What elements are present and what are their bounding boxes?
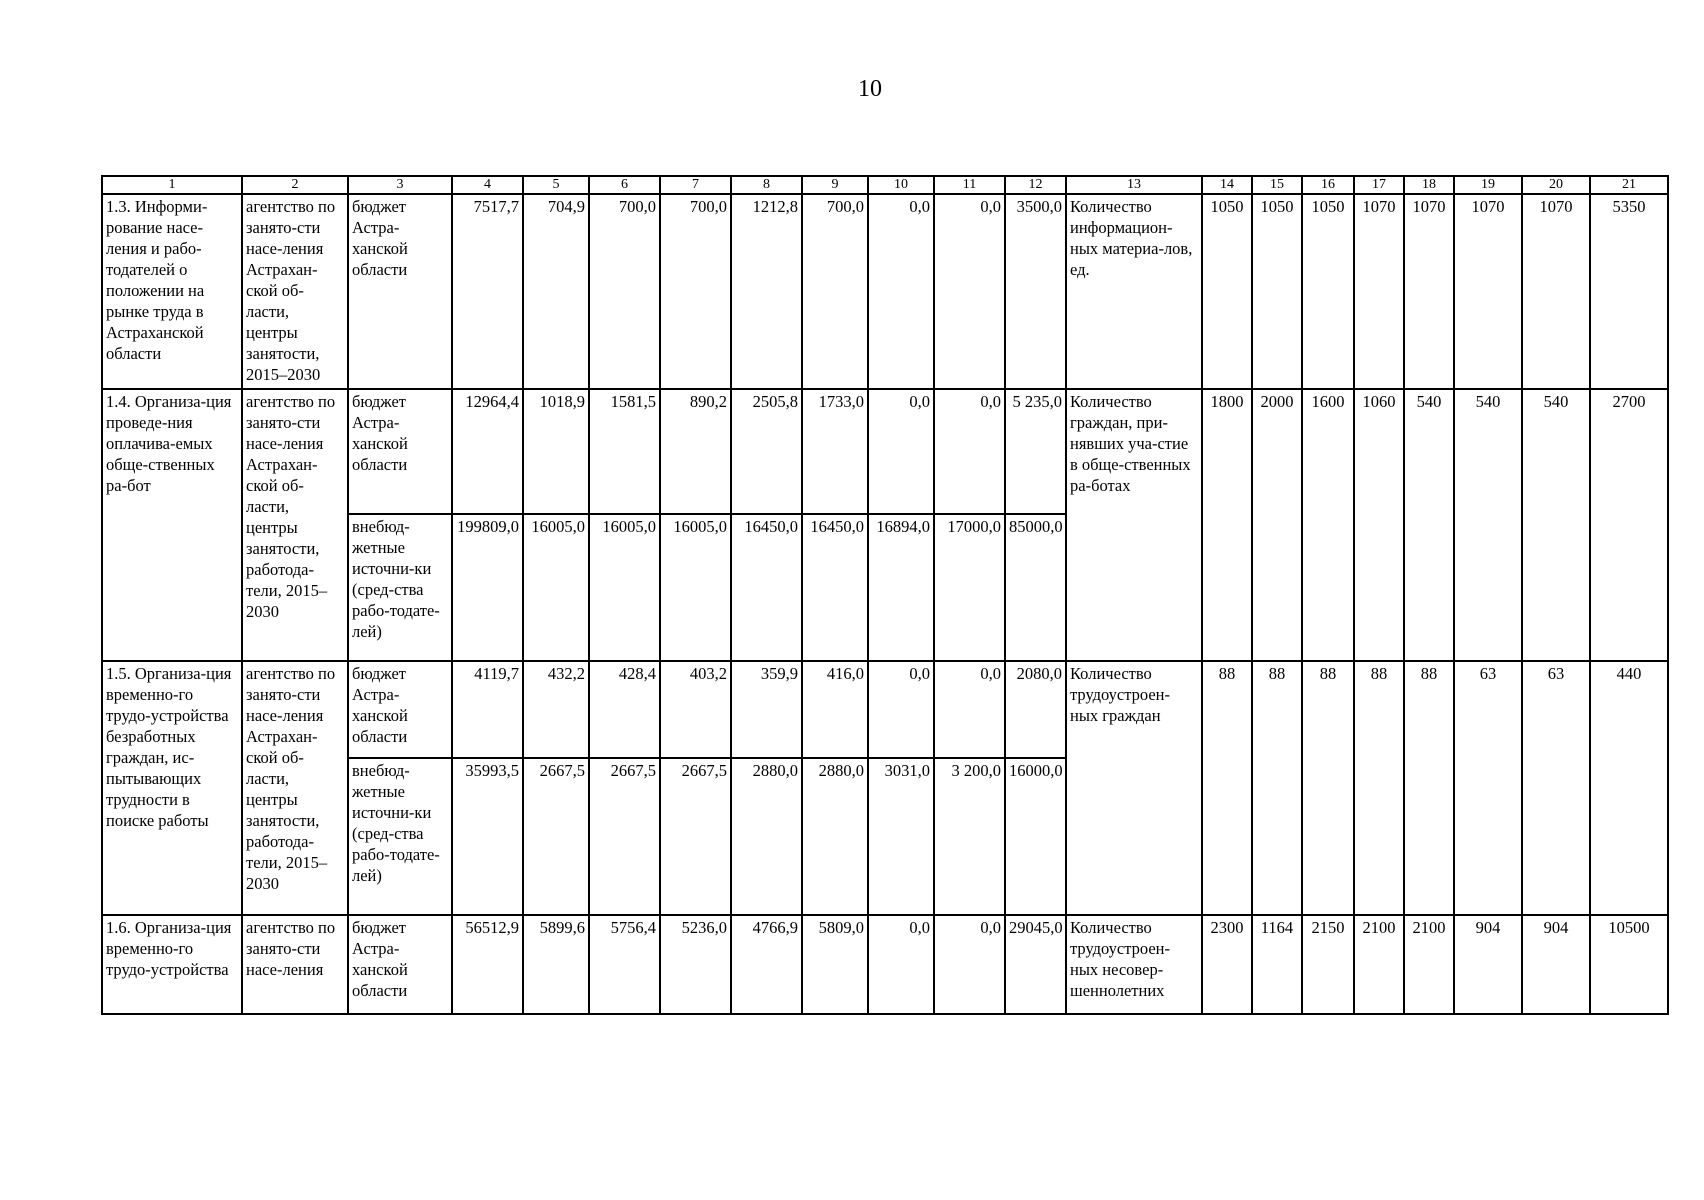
target-cell: 2000 — [1252, 389, 1302, 661]
target-cell: 88 — [1302, 661, 1354, 915]
page-number: 10 — [858, 76, 882, 102]
value-cell: 403,2 — [660, 661, 731, 758]
column-number: 17 — [1354, 176, 1404, 194]
value-cell: 700,0 — [660, 194, 731, 389]
executor-cell: агентство по занято-сти насе-ления — [242, 915, 348, 1014]
column-number: 8 — [731, 176, 802, 194]
event-cell: 1.3. Информи-рование насе-ления и рабо-тодателей о положении на рынке труда в Астраханской области — [102, 194, 242, 389]
target-cell: 904 — [1522, 915, 1590, 1014]
value-cell: 3 200,0 — [934, 758, 1005, 915]
value-cell: 56512,9 — [452, 915, 523, 1014]
value-cell: 428,4 — [589, 661, 660, 758]
indicator-cell: Количество граждан, при-нявших уча-стие в обще-ственных ра-ботах — [1066, 389, 1202, 661]
value-cell: 3031,0 — [868, 758, 934, 915]
column-number: 5 — [523, 176, 589, 194]
target-cell: 2100 — [1404, 915, 1454, 1014]
value-cell: 16450,0 — [731, 514, 802, 661]
indicator-cell: Количество трудоустроен-ных несовер-шеннолетних — [1066, 915, 1202, 1014]
value-cell: 1212,8 — [731, 194, 802, 389]
target-cell: 540 — [1404, 389, 1454, 661]
column-number: 3 — [348, 176, 452, 194]
column-number-row — [102, 176, 1668, 194]
column-number: 13 — [1066, 176, 1202, 194]
indicator-cell: Количество информацион-ных материа-лов, ед. — [1066, 194, 1202, 389]
table-row — [102, 194, 1668, 389]
source-cell: внебюд-жетные источни-ки (сред-ства рабо-тодате-лей) — [348, 514, 452, 661]
target-cell: 88 — [1404, 661, 1454, 915]
target-cell: 1070 — [1454, 194, 1522, 389]
target-cell: 2300 — [1202, 915, 1252, 1014]
table-row — [102, 915, 1668, 1014]
column-number: 15 — [1252, 176, 1302, 194]
column-number: 4 — [452, 176, 523, 194]
target-cell: 1070 — [1404, 194, 1454, 389]
value-cell: 12964,4 — [452, 389, 523, 514]
target-cell: 1050 — [1252, 194, 1302, 389]
value-cell: 5756,4 — [589, 915, 660, 1014]
value-cell: 1581,5 — [589, 389, 660, 514]
value-cell: 0,0 — [934, 194, 1005, 389]
value-cell: 5 235,0 — [1005, 389, 1066, 514]
target-cell: 540 — [1522, 389, 1590, 661]
target-cell: 88 — [1252, 661, 1302, 915]
value-cell: 85000,0 — [1005, 514, 1066, 661]
value-cell: 16894,0 — [868, 514, 934, 661]
source-cell: бюджет Астра-ханской области — [348, 389, 452, 514]
column-number: 20 — [1522, 176, 1590, 194]
value-cell: 16450,0 — [802, 514, 868, 661]
value-cell: 16005,0 — [589, 514, 660, 661]
source-cell: бюджет Астра-ханской области — [348, 661, 452, 758]
value-cell: 1018,9 — [523, 389, 589, 514]
value-cell: 5236,0 — [660, 915, 731, 1014]
source-cell: внебюд-жетные источни-ки (сред-ства рабо-тодате-лей) — [348, 758, 452, 915]
target-cell: 1070 — [1522, 194, 1590, 389]
target-cell: 5350 — [1590, 194, 1668, 389]
value-cell: 0,0 — [868, 389, 934, 514]
value-cell: 0,0 — [934, 661, 1005, 758]
value-cell: 0,0 — [868, 194, 934, 389]
target-cell: 63 — [1522, 661, 1590, 915]
value-cell: 0,0 — [934, 389, 1005, 514]
value-cell: 2880,0 — [731, 758, 802, 915]
value-cell: 16005,0 — [523, 514, 589, 661]
target-cell: 1070 — [1354, 194, 1404, 389]
value-cell: 35993,5 — [452, 758, 523, 915]
value-cell: 199809,0 — [452, 514, 523, 661]
column-number: 19 — [1454, 176, 1522, 194]
value-cell: 16000,0 — [1005, 758, 1066, 915]
executor-cell: агентство по занято-сти насе-ления Астрахан-ской об-ласти, центры занятости, 2015–2030 — [242, 194, 348, 389]
table-row — [102, 389, 1668, 514]
value-cell: 16005,0 — [660, 514, 731, 661]
column-number: 2 — [242, 176, 348, 194]
target-cell: 440 — [1590, 661, 1668, 915]
column-number: 18 — [1404, 176, 1454, 194]
value-cell: 700,0 — [802, 194, 868, 389]
value-cell: 5809,0 — [802, 915, 868, 1014]
column-number: 10 — [868, 176, 934, 194]
value-cell: 700,0 — [589, 194, 660, 389]
value-cell: 29045,0 — [1005, 915, 1066, 1014]
value-cell: 890,2 — [660, 389, 731, 514]
value-cell: 2505,8 — [731, 389, 802, 514]
value-cell: 359,9 — [731, 661, 802, 758]
value-cell: 0,0 — [868, 915, 934, 1014]
column-number: 1 — [102, 176, 242, 194]
event-cell: 1.4. Организа-ция проведе-ния оплачива-емых обще-ственных ра-бот — [102, 389, 242, 661]
indicator-cell: Количество трудоустроен-ных граждан — [1066, 661, 1202, 915]
value-cell: 0,0 — [868, 661, 934, 758]
target-cell: 88 — [1202, 661, 1252, 915]
target-cell: 2100 — [1354, 915, 1404, 1014]
value-cell: 1733,0 — [802, 389, 868, 514]
target-cell: 2700 — [1590, 389, 1668, 661]
value-cell: 432,2 — [523, 661, 589, 758]
value-cell: 704,9 — [523, 194, 589, 389]
column-number: 14 — [1202, 176, 1252, 194]
executor-cell: агентство по занято-сти насе-ления Астрахан-ской об-ласти, центры занятости, работода-тели, 2015–2030 — [242, 389, 348, 661]
target-cell: 1060 — [1354, 389, 1404, 661]
target-cell: 1800 — [1202, 389, 1252, 661]
source-cell: бюджет Астра-ханской области — [348, 194, 452, 389]
target-cell: 1050 — [1202, 194, 1252, 389]
program-table — [101, 175, 1669, 1015]
column-number: 12 — [1005, 176, 1066, 194]
target-cell: 10500 — [1590, 915, 1668, 1014]
value-cell: 2667,5 — [523, 758, 589, 915]
value-cell: 3500,0 — [1005, 194, 1066, 389]
value-cell: 416,0 — [802, 661, 868, 758]
event-cell: 1.5. Организа-ция временно-го трудо-устройства безработных граждан, ис-пытывающих трудности в поиске работы — [102, 661, 242, 915]
target-cell: 1050 — [1302, 194, 1354, 389]
event-cell: 1.6. Организа-ция временно-го трудо-устройства — [102, 915, 242, 1014]
target-cell: 2150 — [1302, 915, 1354, 1014]
target-cell: 63 — [1454, 661, 1522, 915]
source-cell: бюджет Астра-ханской области — [348, 915, 452, 1014]
value-cell: 17000,0 — [934, 514, 1005, 661]
executor-cell: агентство по занято-сти насе-ления Астрахан-ской об-ласти, центры занятости, работода-тели, 2015–2030 — [242, 661, 348, 915]
value-cell: 7517,7 — [452, 194, 523, 389]
value-cell: 4119,7 — [452, 661, 523, 758]
value-cell: 5899,6 — [523, 915, 589, 1014]
column-number: 11 — [934, 176, 1005, 194]
value-cell: 2667,5 — [589, 758, 660, 915]
target-cell: 1164 — [1252, 915, 1302, 1014]
value-cell: 4766,9 — [731, 915, 802, 1014]
column-number: 16 — [1302, 176, 1354, 194]
table-row — [102, 661, 1668, 758]
value-cell: 2667,5 — [660, 758, 731, 915]
target-cell: 88 — [1354, 661, 1404, 915]
value-cell: 0,0 — [934, 915, 1005, 1014]
column-number: 9 — [802, 176, 868, 194]
column-number: 21 — [1590, 176, 1668, 194]
column-number: 6 — [589, 176, 660, 194]
target-cell: 1600 — [1302, 389, 1354, 661]
target-cell: 540 — [1454, 389, 1522, 661]
target-cell: 904 — [1454, 915, 1522, 1014]
value-cell: 2080,0 — [1005, 661, 1066, 758]
column-number: 7 — [660, 176, 731, 194]
value-cell: 2880,0 — [802, 758, 868, 915]
